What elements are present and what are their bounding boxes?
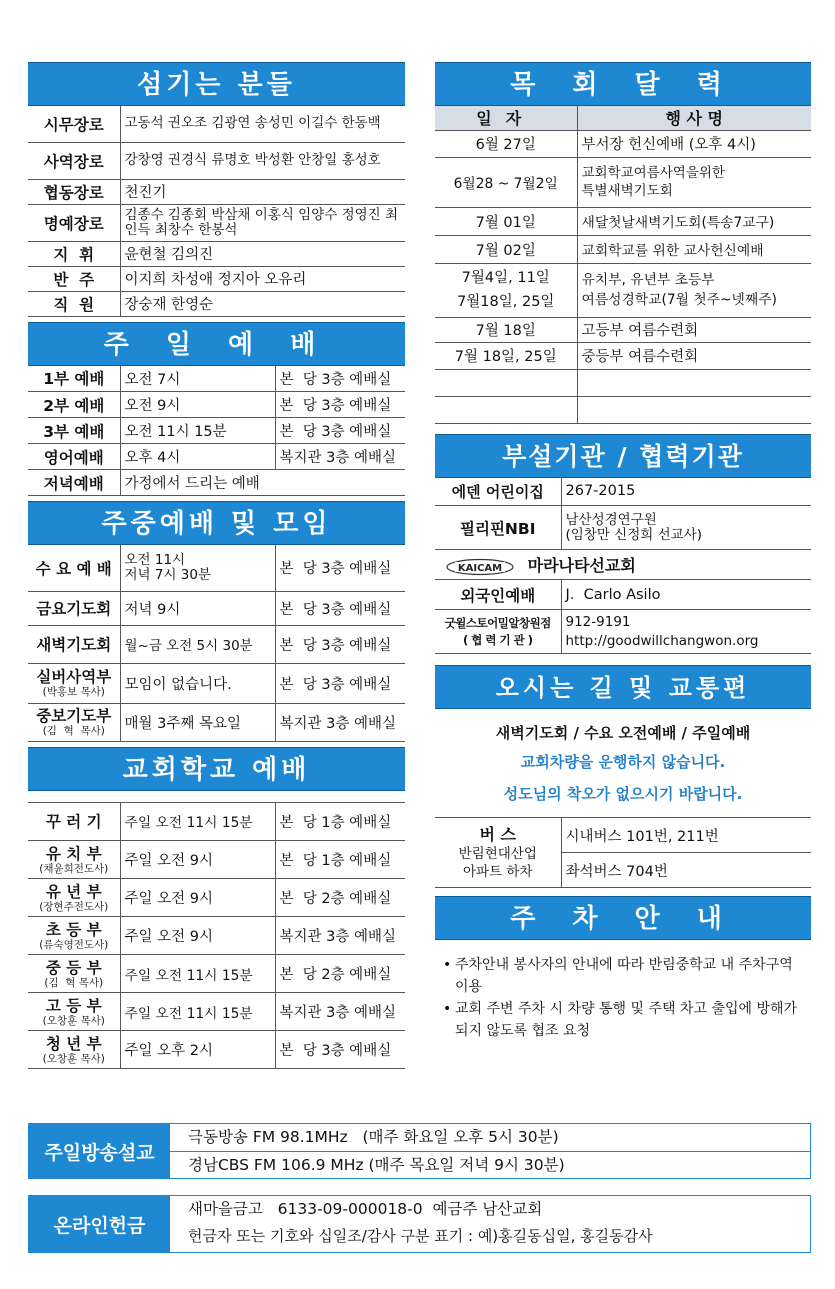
- table-row: [28, 663, 405, 703]
- row-time: 매월 3주째 목요일: [120, 703, 275, 741]
- weekday-title: 주중예배 및 모임: [28, 501, 405, 545]
- row-label-main: 고 등 부: [45, 996, 102, 1015]
- row-time: 월~금 오전 5시 30분: [120, 625, 275, 663]
- row-label: 명예장로: [28, 204, 120, 241]
- row-time: 주일 오전 9시: [120, 879, 275, 917]
- row-time: 오전 9시: [120, 392, 275, 418]
- row-place: 본 당 2층 예배실: [275, 879, 405, 917]
- table-row: [435, 317, 811, 342]
- row-value: 고동석 권오조 김광연 송성민 이길수 한동백: [120, 106, 405, 142]
- table-row: [435, 580, 811, 610]
- row-label-main: 청 년 부: [45, 1034, 102, 1053]
- table-row: [435, 263, 811, 317]
- sunday-title: 주 일 예 배: [28, 322, 405, 366]
- school-table: [28, 803, 405, 1070]
- calendar-event: [577, 396, 811, 423]
- table-row: [435, 130, 811, 157]
- row-time: 주일 오전 11시 15분: [120, 993, 275, 1031]
- row-time: 주일 오전 11시 15분: [120, 803, 275, 841]
- row-label-sub: (오창훈 목사): [42, 1014, 105, 1027]
- offering-box: [28, 1195, 811, 1253]
- parking-title: 주 차 안 내: [435, 896, 811, 940]
- row-label: [28, 703, 120, 741]
- row-label: 반 주: [28, 266, 120, 291]
- table-row: [435, 207, 811, 235]
- table-row: [28, 703, 405, 741]
- row-label: [28, 993, 120, 1031]
- table-row: [28, 879, 405, 917]
- row-place: 본 당 3층 예배실: [275, 392, 405, 418]
- row-label-sub: (오창훈 목사): [42, 1052, 105, 1065]
- table-row: [28, 470, 405, 496]
- row-label: [28, 917, 120, 955]
- weekday-table: [28, 545, 405, 742]
- table-row: [435, 478, 811, 506]
- row-label: 수 요 예 배: [28, 545, 120, 591]
- bus-stop: 반림현대산업 아파트 하차: [458, 845, 537, 880]
- row-label: 1부 예배: [28, 366, 120, 392]
- school-title: 교회학교 예배: [28, 747, 405, 791]
- offering-label: 온라인헌금: [29, 1196, 170, 1252]
- row-label: [28, 841, 120, 879]
- calendar-date: 7월 02일: [435, 235, 577, 263]
- table-row: [28, 179, 405, 204]
- transport-notice: [435, 709, 811, 809]
- table-row: [28, 591, 405, 625]
- table-row: [28, 625, 405, 663]
- calendar-date: 7월4일, 11일 7월18일, 25일: [435, 263, 577, 317]
- row-place: 본 당 3층 예배실: [275, 366, 405, 392]
- table-row: [435, 818, 811, 853]
- row-label: [28, 879, 120, 917]
- row-label: [28, 1031, 120, 1069]
- row-value: 강창영 권경식 류명호 박성환 안창일 홍성호: [120, 142, 405, 179]
- table-row: [28, 366, 405, 392]
- row-label: 저녁예배: [28, 470, 120, 496]
- row-label-sub: (류숙영전도사): [39, 938, 109, 951]
- affiliate-label: 에덴 어린이집: [435, 478, 561, 506]
- row-label: 금요기도회: [28, 591, 120, 625]
- calendar-event: 새달첫날새벽기도회(특송7교구): [577, 207, 811, 235]
- row-place: 복지관 3층 예배실: [275, 444, 405, 470]
- row-label-sub: (장현주전도사): [39, 900, 109, 913]
- list-item: • 교회 주변 주차 시 차량 통행 및 주택 차고 출입에 방해가 되지 않도록 협조 요청: [443, 998, 805, 1042]
- row-label: 2부 예배: [28, 392, 120, 418]
- row-place: 본 당 2층 예배실: [275, 955, 405, 993]
- broadcast-line2: 경남CBS FM 106.9 MHz (매주 목요일 저녁 9시 30분): [170, 1151, 810, 1178]
- row-label: 영어예배: [28, 444, 120, 470]
- row-label: 직 원: [28, 291, 120, 316]
- row-place: 본 당 3층 예배실: [275, 418, 405, 444]
- table-row: [435, 369, 811, 396]
- serving-title: 섬기는 분들: [28, 62, 405, 106]
- row-place: 본 당 3층 예배실: [275, 625, 405, 663]
- affiliates-title: 부설기관 / 협력기관: [435, 434, 811, 478]
- bus-label-cell: [435, 818, 561, 888]
- row-label-main: 초 등 부: [45, 920, 102, 939]
- row-label-main: 중 등 부: [45, 958, 102, 977]
- row-place: 본 당 3층 예배실: [275, 663, 405, 703]
- left-column: [28, 62, 405, 1069]
- table-row: [28, 803, 405, 841]
- row-value: 김종수 김종회 박삼채 이홍식 임양수 정영진 최인득 최창수 한봉석: [120, 204, 405, 241]
- affiliates-table: [435, 478, 811, 655]
- table-row: [28, 106, 405, 142]
- transport-line2: 교회차량을 운행하지 않습니다.: [520, 753, 726, 771]
- calendar-table: [435, 106, 811, 424]
- affiliate-value: J. Carlo Asilo: [561, 580, 811, 610]
- table-row: [435, 396, 811, 423]
- calendar-col-event: 행 사 명: [577, 106, 811, 130]
- row-label: [28, 663, 120, 703]
- broadcast-box: [28, 1123, 811, 1179]
- row-place: 복지관 3층 예배실: [275, 917, 405, 955]
- affiliate-label: 굿윌스토어밀알창원점 ( 협 력 기 관 ): [435, 610, 561, 654]
- broadcast-label: 주일방송설교: [29, 1124, 170, 1178]
- right-column: [435, 62, 811, 1042]
- table-row: [28, 917, 405, 955]
- table-row: [28, 841, 405, 879]
- table-row: [28, 545, 405, 591]
- row-place: 본 당 3층 예배실: [275, 591, 405, 625]
- table-row: [28, 955, 405, 993]
- row-label: [28, 955, 120, 993]
- row-time: 주일 오전 11시 15분: [120, 955, 275, 993]
- calendar-header-row: [435, 106, 811, 130]
- kaicam-logo-text: KAICAM: [457, 563, 503, 574]
- calendar-date: 7월 18일: [435, 317, 577, 342]
- row-label: 3부 예배: [28, 418, 120, 444]
- row-time: 주일 오후 2시: [120, 1031, 275, 1069]
- table-row: [28, 241, 405, 266]
- affiliate-value: 남산성경연구원 (임창만 신정희 선교사): [561, 506, 811, 550]
- calendar-date: 7월 01일: [435, 207, 577, 235]
- sunday-table: [28, 366, 405, 497]
- affiliate-label: 필리핀NBI: [435, 506, 561, 550]
- school-spacer: [28, 791, 405, 803]
- calendar-event: [577, 369, 811, 396]
- offering-line1: 새마을금고 6133-09-000018-0 예금주 남산교회: [188, 1200, 543, 1218]
- table-row: [28, 266, 405, 291]
- transport-line1: 새벽기도회 / 수요 오전예배 / 주일예배: [495, 724, 751, 742]
- row-label: 꾸 러 기: [28, 803, 120, 841]
- table-row: [435, 550, 811, 580]
- affiliate-value: 267-2015: [561, 478, 811, 506]
- row-value: 이지희 차성애 정지아 오유리: [120, 266, 405, 291]
- row-label-sub: (김 혁 목사): [42, 725, 105, 737]
- row-label-sub: (채윤희전도사): [39, 862, 109, 875]
- row-place: 복지관 3층 예배실: [275, 703, 405, 741]
- row-label-main: 유 년 부: [45, 882, 102, 901]
- table-row: [28, 993, 405, 1031]
- row-label-main: 중보기도부: [36, 707, 112, 725]
- calendar-col-date: 일자: [435, 106, 577, 130]
- table-row: [28, 392, 405, 418]
- list-item: • 주차안내 봉사자의 안내에 따라 반림중학교 내 주차구역 이용: [443, 954, 805, 998]
- bus-table: [435, 817, 811, 888]
- row-time: 오전 7시: [120, 366, 275, 392]
- table-row: [28, 204, 405, 241]
- bus-city: 시내버스 101번, 211번: [561, 818, 811, 853]
- row-time: 저녁 9시: [120, 591, 275, 625]
- table-row: [28, 444, 405, 470]
- calendar-date: [435, 369, 577, 396]
- row-value: 윤현철 김의진: [120, 241, 405, 266]
- calendar-date: 7월 18일, 25일: [435, 342, 577, 369]
- table-row: [28, 1031, 405, 1069]
- row-time: 오전 11시 15분: [120, 418, 275, 444]
- calendar-title: 목 회 달 력: [435, 62, 811, 106]
- table-row: [435, 235, 811, 263]
- table-row: [28, 291, 405, 316]
- calendar-event: 중등부 여름수련회: [577, 342, 811, 369]
- table-row: [435, 157, 811, 207]
- serving-table: [28, 106, 405, 317]
- row-time: 모임이 없습니다.: [120, 663, 275, 703]
- transport-title: 오시는 길 및 교통편: [435, 665, 811, 709]
- table-row: [28, 142, 405, 179]
- row-value: 장숭재 한영순: [120, 291, 405, 316]
- kaicam-row: [435, 550, 811, 580]
- row-place: 본 당 1층 예배실: [275, 841, 405, 879]
- kaicam-logo-icon: [445, 558, 515, 576]
- kaicam-name: 마라나타선교회: [527, 556, 636, 575]
- table-row: [435, 342, 811, 369]
- row-label-sub: (박홍보 목사): [42, 686, 105, 698]
- calendar-event: 고등부 여름수련회: [577, 317, 811, 342]
- row-place: 본 당 3층 예배실: [275, 545, 405, 591]
- table-row: [435, 506, 811, 550]
- row-label-main: 유 치 부: [45, 844, 102, 863]
- calendar-event: 부서장 헌신예배 (오후 4시): [577, 130, 811, 157]
- calendar-event: 유치부, 유년부 초등부 여름성경학교(7월 첫주~넷째주): [577, 263, 811, 317]
- row-label: 지 휘: [28, 241, 120, 266]
- row-label: 새벽기도회: [28, 625, 120, 663]
- offering-line2: 헌금자 또는 기호와 십일조/감사 구분 표기 : 예)홍길동십일, 홍길동감사: [188, 1227, 653, 1245]
- bus-label: 버 스: [479, 824, 516, 844]
- row-place: 복지관 3층 예배실: [275, 993, 405, 1031]
- affiliate-label: 외국인예배: [435, 580, 561, 610]
- row-value: 천진기: [120, 179, 405, 204]
- row-place: 본 당 3층 예배실: [275, 1031, 405, 1069]
- row-time: 주일 오전 9시: [120, 841, 275, 879]
- table-row: [435, 610, 811, 654]
- calendar-event: 교회학교여름사역을위한 특별새벽기도회: [577, 157, 811, 207]
- row-time: 주일 오전 9시: [120, 917, 275, 955]
- row-time: 오전 11시 저녁 7시 30분: [120, 545, 275, 591]
- row-label-sub: (김 혁 목사): [44, 976, 104, 989]
- table-row: [28, 418, 405, 444]
- row-time: 가정에서 드리는 예배: [120, 470, 405, 496]
- calendar-date: [435, 396, 577, 423]
- calendar-date: 6월28 ~ 7월2일: [435, 157, 577, 207]
- row-label: 시무장로: [28, 106, 120, 142]
- transport-line3: 성도님의 착오가 없으시기 바랍니다.: [503, 785, 743, 803]
- parking-list: [435, 940, 811, 1042]
- calendar-date: 6월 27일: [435, 130, 577, 157]
- affiliate-value: 912-9191 http://goodwillchangwon.org: [561, 610, 811, 654]
- row-label-main: 실버사역부: [36, 668, 112, 686]
- row-place: 본 당 1층 예배실: [275, 803, 405, 841]
- calendar-event: 교회학교를 위한 교사헌신예배: [577, 235, 811, 263]
- broadcast-line1: 극동방송 FM 98.1MHz (매주 화요일 오후 5시 30분): [188, 1128, 559, 1146]
- bus-seat: 좌석버스 704번: [561, 853, 811, 888]
- row-label: 사역장로: [28, 142, 120, 179]
- row-time: 오후 4시: [120, 444, 275, 470]
- row-label: 협동장로: [28, 179, 120, 204]
